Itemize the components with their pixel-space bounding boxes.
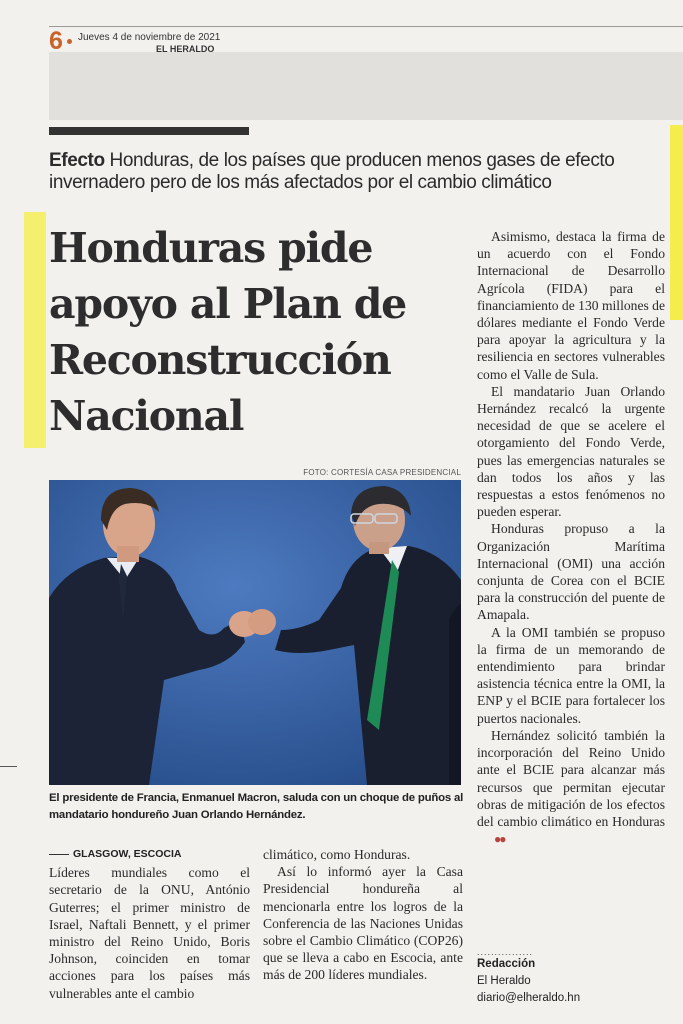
- highlighter-mark-right: [670, 125, 683, 320]
- headline: Honduras pide apoyo al Plan de Reconstrucción Nacional: [49, 224, 407, 440]
- kicker-keyword: Efecto: [49, 150, 105, 171]
- highlighter-mark-left: [24, 212, 46, 448]
- photo-illustration: [49, 480, 461, 785]
- section-bar: [49, 127, 249, 135]
- paragraph-text: Hernández solicitó también la incorporación del Reino Unido ante el BCIE para alcanzar más recursos que permitan ejecutar obras de mitigación de los efectos del cambio climático en Honduras: [477, 727, 665, 829]
- paragraph: Honduras propuso a la Organización Marítima Internacional (OMI) una acción conjunta de Corea con el BCIE para la construcción del puente de Amapala.: [477, 521, 665, 623]
- dateline-text: GLASGOW, ESCOCIA: [73, 848, 182, 860]
- paragraph: A la OMI también se propuso la firma de un memorando de entendimiento para brindar asistencia técnica entre la OMI, la ENP y el BCIE para fortalecer los puertos nacionales.: [477, 624, 665, 726]
- header-rule: [49, 26, 683, 27]
- paragraph: Asimismo, destaca la firma de un acuerdo con el Fondo Internacional de Desarrollo Agrícola (FIDA) para el financiamiento de 130 millones de dólares mediante el Fondo Verde para apoyar la agricultura y la resiliencia en sectores vulnerables como el Valle de Sula.: [477, 229, 665, 382]
- page-number-dot: [67, 39, 72, 44]
- paragraph: El mandatario Juan Orlando Hernández recalcó la urgente necesidad de que se acelere el otorgamiento del Fondo Verde, pues las emergencias naturales se dan todos los años y las respuestas a estos fenómenos no pueden esperar.: [477, 383, 665, 520]
- byline-label: Redacción: [477, 958, 536, 970]
- header-paper-name: EL HERALDO: [156, 44, 215, 54]
- kicker: [49, 150, 669, 194]
- article-column-2: [263, 846, 463, 984]
- news-photo: [49, 480, 461, 785]
- byline-email: diario@elheraldo.hn: [477, 992, 581, 1004]
- page-number: 6: [49, 27, 63, 55]
- dateline-rule: [49, 854, 69, 855]
- end-mark: ●●: [494, 832, 505, 847]
- photo-credit: FOTO: CORTESÍA CASA PRESIDENCIAL: [303, 468, 461, 477]
- byline: [477, 948, 580, 1007]
- header-date: Jueves 4 de noviembre de 2021: [78, 32, 221, 43]
- paragraph-final: [477, 727, 665, 848]
- byline-org: El Heraldo: [477, 975, 531, 987]
- kicker-text: Honduras, de los países que producen menos gases de efecto invernadero pero de los más afectados por el cambio climático: [49, 150, 615, 193]
- paragraph: Así lo informó ayer la Casa Presidencial hondureña al mencionarla entre los logros de la Conferencia de las Naciones Unidas sobre el Cambio Climático (COP26) que se lleva a cabo en Escocia, ante más de 200 líderes mundiales.: [263, 864, 463, 983]
- paragraph: climático, como Honduras.: [263, 847, 411, 862]
- margin-line: [0, 766, 17, 767]
- photo-caption: El presidente de Francia, Enmanuel Macron, saluda con un choque de puños al mandatario hondureño Juan Orlando Hernández.: [49, 792, 464, 821]
- article-column-1: [49, 846, 250, 1002]
- dateline: [49, 846, 250, 863]
- article-column-3: [477, 228, 665, 848]
- paragraph: Líderes mundiales como el secretario de la ONU, António Guterres; el primer ministro de Israel, Naftali Bennett, y el primer ministro del Reino Unido, Boris Johnson, coinciden en tomar acciones para los países más vulnerables ante el cambio: [49, 865, 250, 1001]
- page-band: [49, 52, 683, 120]
- byline-dots: ................: [477, 947, 534, 957]
